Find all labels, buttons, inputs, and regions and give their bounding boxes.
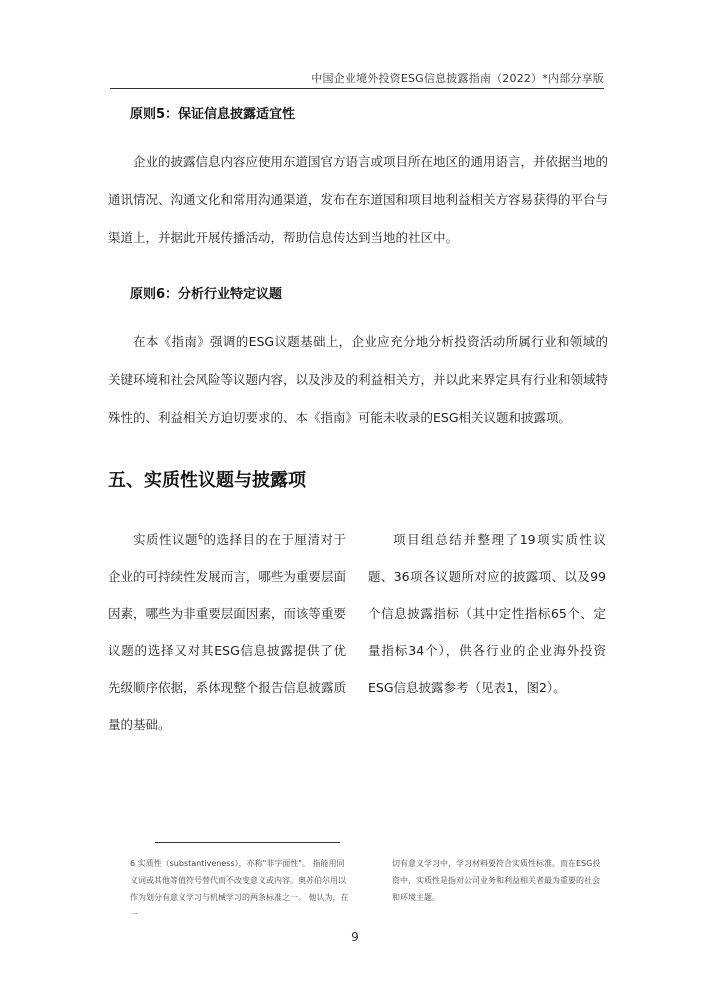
right-column-paragraph: 项目组总结并整理了19项实质性议题、36项各议题所对应的披露项、以及99个信息披露指标（其中定性指标65个、定量指标34个），供各行业的企业海外投资ESG信息披露参考（见表1，图2）。 <box>368 532 606 695</box>
page-number: 9 <box>351 930 359 944</box>
principle-6-heading: 原则6：分析行业特定议题 <box>130 287 283 302</box>
footnote-right: 切有意义学习中，学习材料要符合实质性标准。而在ESG投资中，实质性是指对公司业务和利益相关者最为重要的社会和环境主题。 <box>392 859 601 902</box>
left-column-lead: 实质性议题 <box>133 532 198 547</box>
footnote-divider <box>155 842 340 843</box>
principle-5-body: 企业的披露信息内容应使用东道国官方语言或项目所在地区的通用语言，并依据当地的通讯情况、沟通文化和常用沟通渠道，发布在东道国和项目地利益相关方容易获得的平台与渠道上，并据此开展传播活动，帮助信息传达到当地的社区中。 <box>108 154 609 245</box>
principle-5-heading: 原则5：保证信息披露适宜性 <box>130 107 296 122</box>
principle-6-body: 在本《指南》强调的ESG议题基础上，企业应充分地分析投资活动所属行业和领域的关键环境和社会风险等议题内容，以及涉及的利益相关方，并以此来界定具有行业和领域特殊性的、利益相关方迫切要求的、本《指南》可能未收录的ESG相关议题和披露项。 <box>108 334 609 425</box>
left-column-rest: 的选择目的在于厘清对于企业的可持续性发展而言，哪些为重要层面因素，哪些为非重要层面因素，而该等重要议题的选择又对其ESG信息披露提供了优先级顺序依据，系体现整个报告信息披露质量的基础。 <box>108 532 346 732</box>
left-column-paragraph <box>108 521 346 743</box>
page-header: 中国企业境外投资ESG信息披露指南（2022）*内部分享版 <box>311 72 604 85</box>
header-divider <box>110 88 604 89</box>
footnote-marker[interactable]: 6 <box>197 531 204 541</box>
section-title: 五、实质性议题与披露项 <box>108 470 306 491</box>
footnote-left: 6 实质性（substantiveness），亦称"非字面性"。 指能用同义词或其他等值符号替代而不改变意义或内容。奥苏伯尔用以作为划分有意义学习与机械学习的两条标准之一。 他认为，在一 <box>130 859 349 919</box>
